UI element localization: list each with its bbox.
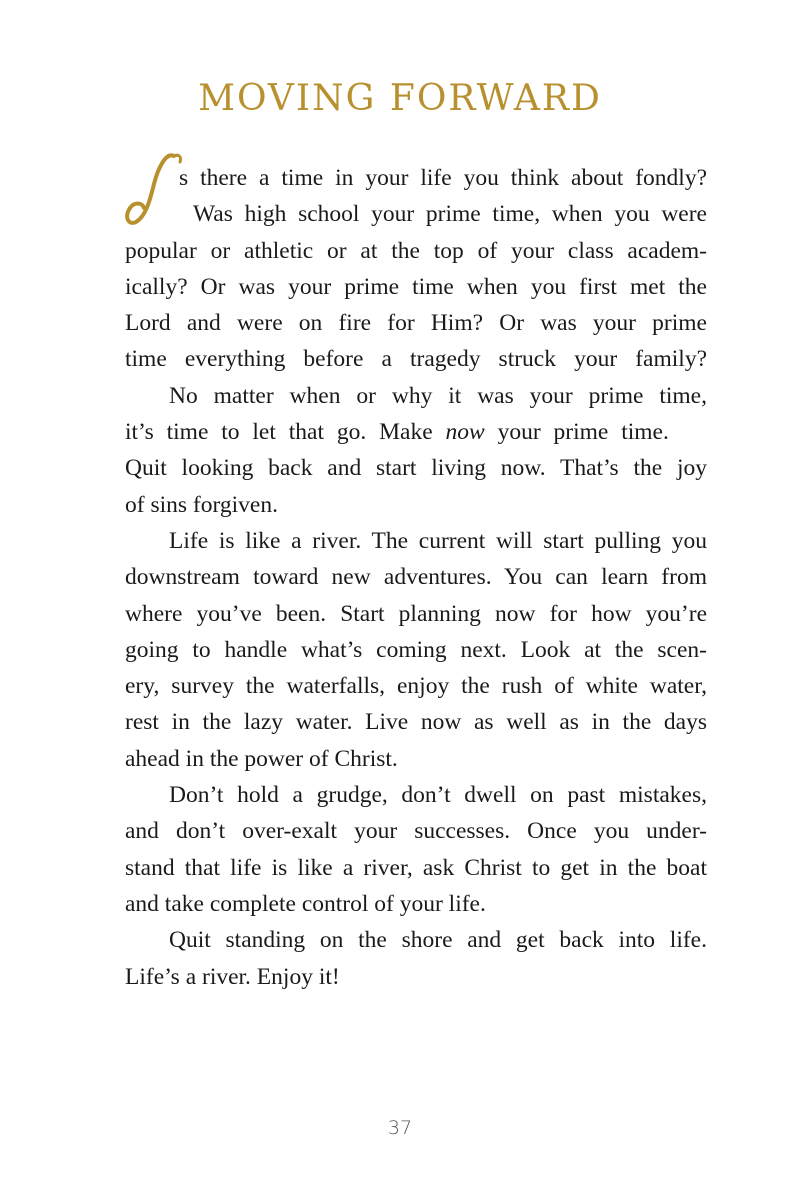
text-segment: it’s time to let that go. Make — [125, 419, 446, 446]
paragraph — [125, 378, 707, 523]
text-line: Quit looking back and start living now. That’s the joy — [125, 455, 707, 482]
text-line: where you’ve been. Start planning now for how you’re — [125, 600, 707, 627]
text-line: stand that life is like a river, ask Christ to get in the boat — [125, 854, 707, 881]
text-line: going to handle what’s coming next. Look at the scen- — [125, 636, 707, 663]
text-line: and don’t over-exalt your successes. Once you under- — [125, 818, 707, 845]
text-line: Was high school your prime time, when you were — [193, 201, 707, 228]
page-number: 37 — [387, 1117, 413, 1139]
text-line: downstream toward new adventures. You can learn from — [125, 564, 707, 591]
text-line: Life is like a river. The current will start pulling you — [169, 527, 707, 554]
text-line: ahead in the power of Christ. — [125, 745, 398, 772]
paragraph — [125, 160, 707, 378]
paragraph — [125, 777, 707, 922]
text-line: Don’t hold a grudge, don’t dwell on past mistakes, — [169, 782, 707, 809]
text-segment: your prime time. — [484, 419, 669, 446]
text-line: and take complete control of your life. — [125, 890, 486, 917]
text-line: ically? Or was your prime time when you first met the — [125, 273, 707, 300]
text-line: popular or athletic or at the top of your class academ- — [125, 237, 707, 264]
page-title: MOVING FORWARD — [198, 78, 602, 119]
text-line: Lord and were on fire for Him? Or was your prime — [125, 310, 707, 337]
text-line — [125, 414, 707, 450]
text-line: s there a time in your life you think about fondly? — [179, 165, 707, 191]
text-line: Life’s a river. Enjoy it! — [125, 963, 340, 990]
emphasis-text: now — [445, 419, 485, 446]
text-line: rest in the lazy water. Live now as well as in the days — [125, 709, 707, 736]
text-line: of sins forgiven. — [125, 491, 278, 518]
text-line: Quit standing on the shore and get back into life. — [169, 927, 707, 954]
body-text — [125, 160, 707, 995]
text-line: ery, survey the waterfalls, enjoy the rush of white water, — [125, 673, 707, 700]
paragraph — [125, 523, 707, 777]
text-line: time everything before a tragedy struck your family? — [125, 346, 707, 373]
text-line: No matter when or why it was your prime time, — [169, 382, 707, 409]
paragraph — [125, 922, 707, 995]
